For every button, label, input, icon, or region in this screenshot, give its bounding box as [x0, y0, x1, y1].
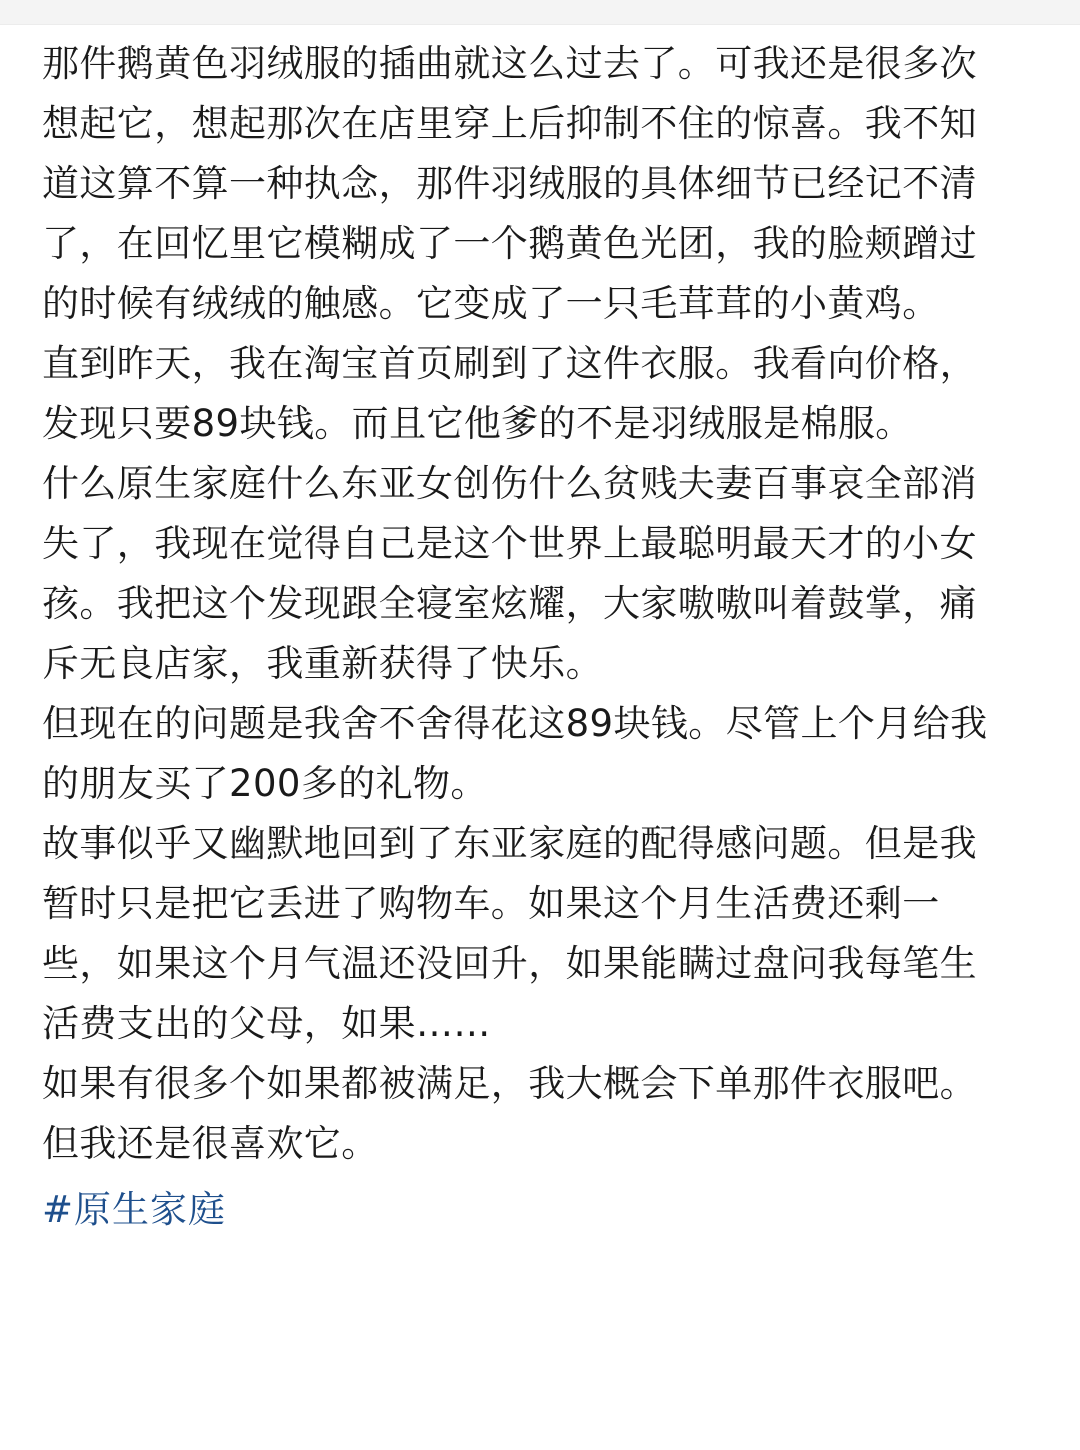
post-paragraph-3: 什么原生家庭什么东亚女创伤什么贫贱夫妻百事哀全部消失了，我现在觉得自己是这个世界上最聪明最天才的小女孩。我把这个发现跟全寝室炫耀，大家嗷嗷叫着鼓掌，痛斥无良店家，我重新获得了快乐。 — [42, 462, 977, 685]
top-edge-strip — [0, 0, 1080, 25]
hashtag-link[interactable]: #原生家庭 — [42, 1188, 227, 1231]
post-paragraph-5: 故事似乎又幽默地回到了东亚家庭的配得感问题。但是我暂时只是把它丢进了购物车。如果这个月生活费还剩一些，如果这个月气温还没回升，如果能瞒过盘问我每笔生活费支出的父母，如果…… — [42, 822, 977, 1045]
post-paragraph-1: 那件鹅黄色羽绒服的插曲就这么过去了。可我还是很多次想起它，想起那次在店里穿上后抑制不住的惊喜。我不知道这算不算一种执念，那件羽绒服的具体细节已经记不清了，在回忆里它模糊成了一个鹅黄色光团，我的脸颊蹭过的时候有绒绒的触感。它变成了一只毛茸茸的小黄鸡。 — [42, 42, 977, 325]
post-body — [42, 34, 1002, 1240]
post-paragraph-7: 但我还是很喜欢它。 — [42, 1122, 379, 1165]
post-paragraph-2: 直到昨天，我在淘宝首页刷到了这件衣服。我看向价格，发现只要89块钱。而且它他爹的不是羽绒服是棉服。 — [42, 342, 977, 445]
post-paragraph-4: 但现在的问题是我舍不舍得花这89块钱。尽管上个月给我的朋友买了200多的礼物。 — [42, 702, 988, 805]
post-paragraph-6: 如果有很多个如果都被满足，我大概会下单那件衣服吧。 — [42, 1062, 977, 1105]
